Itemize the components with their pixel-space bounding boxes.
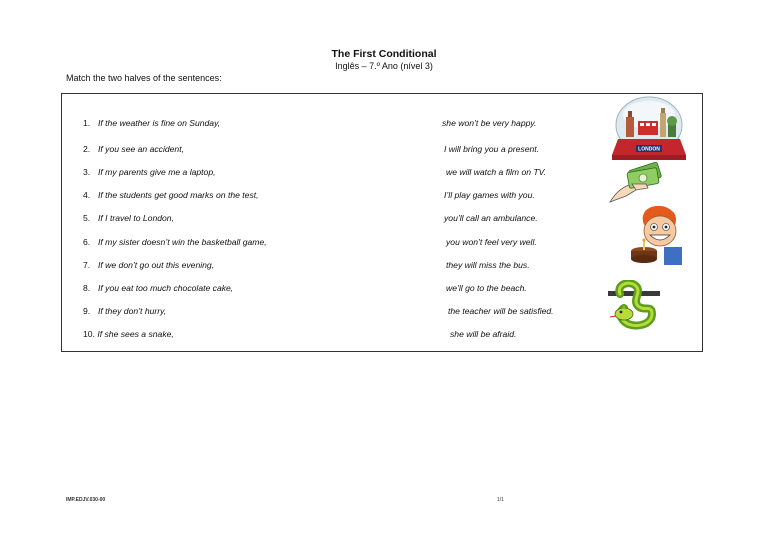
boy-eating-cake-icon — [630, 203, 688, 269]
item-number: 9. — [83, 306, 91, 316]
item-number: 5. — [83, 213, 91, 223]
second-half-b: I will bring you a present. — [444, 144, 540, 154]
london-snow-globe-icon — [608, 95, 690, 163]
first-half-text: If I travel to London, — [98, 213, 174, 223]
second-half-c: we will watch a film on TV. — [446, 167, 547, 177]
second-half-a: she won’t be very happy. — [442, 118, 537, 128]
item-number: 2. — [83, 144, 91, 154]
item-number: 8. — [83, 283, 91, 293]
first-half-text: If the students get good marks on the test, — [98, 190, 259, 200]
footer-code: IMP.EDJV.030-00 — [66, 497, 106, 503]
second-half-h: we’ll go to the beach. — [446, 283, 527, 293]
page-number: 1/1 — [497, 497, 504, 503]
first-half-text: If you see an accident, — [98, 144, 184, 154]
second-half-e: you’ll call an ambulance. — [444, 213, 538, 223]
worksheet-title: The First Conditional — [331, 48, 437, 60]
first-half-2 — [83, 144, 184, 154]
first-half-text: If my sister doesn’t win the basketball game, — [98, 237, 267, 247]
first-half-8 — [83, 283, 233, 293]
globe-label: LONDON — [638, 146, 660, 153]
item-number: 6. — [83, 237, 91, 247]
second-half-j: she will be afraid. — [450, 329, 517, 339]
first-half-10 — [83, 329, 174, 339]
first-half-text: If they don’t hurry, — [98, 306, 167, 316]
instructions: Match the two halves of the sentences: — [66, 73, 222, 83]
worksheet-subtitle: Inglês – 7.º Ano (nível 3) — [335, 61, 433, 71]
first-half-7 — [83, 260, 214, 270]
item-number: 7. — [83, 260, 91, 270]
item-number: 10. — [83, 329, 95, 339]
first-half-text: If we don’t go out this evening, — [98, 260, 215, 270]
first-half-3 — [83, 167, 216, 177]
first-half-4 — [83, 190, 259, 200]
first-half-text: If she sees a snake, — [97, 329, 174, 339]
snake-icon — [608, 280, 660, 332]
first-half-text: If my parents give me a laptop, — [98, 167, 216, 177]
item-number: 3. — [83, 167, 91, 177]
money-hand-icon — [606, 162, 666, 204]
first-half-6 — [83, 237, 267, 247]
first-half-9 — [83, 306, 166, 316]
second-half-i: the teacher will be satisfied. — [448, 306, 554, 316]
item-number: 4. — [83, 190, 91, 200]
first-half-5 — [83, 213, 174, 223]
item-number: 1. — [83, 118, 91, 128]
first-half-text: If you eat too much chocolate cake, — [98, 283, 234, 293]
second-half-d: I’ll play games with you. — [444, 190, 535, 200]
second-half-f: you won’t feel very well. — [446, 237, 537, 247]
first-half-1 — [83, 118, 220, 128]
second-half-g: they will miss the bus. — [446, 260, 530, 270]
first-half-text: If the weather is fine on Sunday, — [98, 118, 221, 128]
